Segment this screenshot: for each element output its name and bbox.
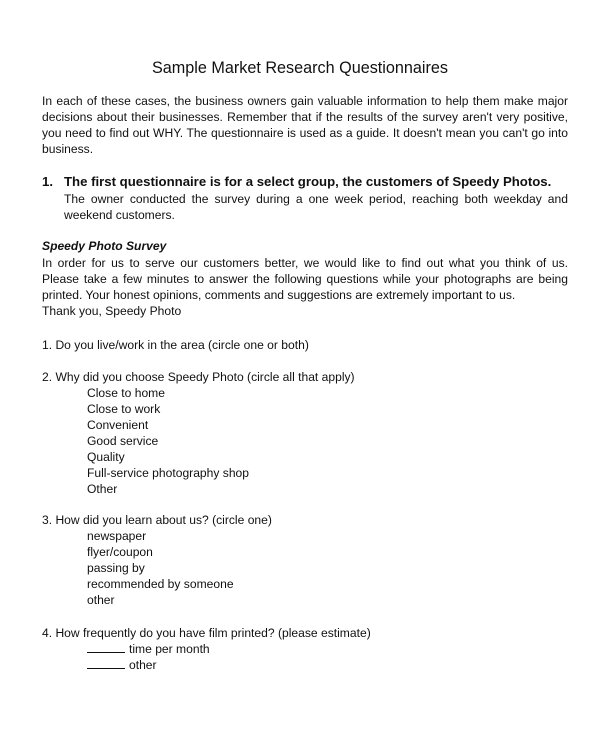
section-1-number: 1. xyxy=(42,174,53,189)
option-other xyxy=(87,657,210,673)
question-4-options xyxy=(87,641,210,673)
question-2: 2. Why did you choose Speedy Photo (circle all that apply) xyxy=(42,370,355,384)
option-close-to-home: Close to home xyxy=(87,386,165,400)
option-other: Other xyxy=(87,482,118,496)
intro-line: business. xyxy=(42,142,94,156)
survey-title: Speedy Photo Survey xyxy=(42,239,167,253)
option-label: other xyxy=(129,658,157,672)
question-3-options xyxy=(87,528,234,608)
section-1-body-line: The owner conducted the survey during a one week period, reaching both weekday and xyxy=(64,192,568,206)
option-quality: Quality xyxy=(87,450,125,464)
answer-blank-line[interactable] xyxy=(87,641,125,653)
section-1-body xyxy=(64,191,568,223)
option-convenient: Convenient xyxy=(87,418,149,432)
survey-intro-line: In order for us to serve our customers better, we would like to find out what you think of us. xyxy=(42,256,568,270)
question-4: 4. How frequently do you have film printed? (please estimate) xyxy=(42,626,371,640)
question-2-options xyxy=(87,385,249,497)
option-label: time per month xyxy=(129,642,210,656)
option-close-to-work: Close to work xyxy=(87,402,161,416)
survey-intro-line: Please take a few minutes to answer the following questions while your photographs are being xyxy=(42,272,568,286)
question-3: 3. How did you learn about us? (circle one) xyxy=(42,513,272,527)
section-1-body-line: weekend customers. xyxy=(64,208,175,222)
option-time-per-month xyxy=(87,641,210,657)
document-title: Sample Market Research Questionnaires xyxy=(151,59,448,77)
survey-intro-line: Thank you, Speedy Photo xyxy=(42,304,182,318)
option-other: other xyxy=(87,593,115,607)
option-good-service: Good service xyxy=(87,434,159,448)
section-1-heading xyxy=(42,173,568,191)
option-newspaper: newspaper xyxy=(87,529,147,543)
intro-line: you need to find out WHY. The questionnaire is used as a guide. It doesn't mean you can't go into xyxy=(42,126,568,140)
question-1: 1. Do you live/work in the area (circle one or both) xyxy=(42,338,309,352)
option-full-service-shop: Full-service photography shop xyxy=(87,466,250,480)
option-recommended: recommended by someone xyxy=(87,577,234,591)
section-1-heading-text: The first questionnaire is for a select group, the customers of Speedy Photos. xyxy=(64,174,552,189)
option-passing-by: passing by xyxy=(87,561,145,575)
survey-intro-line: printed. Your honest opinions, comments and suggestions are extremely important to us. xyxy=(42,288,516,302)
survey-intro xyxy=(42,255,568,319)
answer-blank-line[interactable] xyxy=(87,657,125,669)
intro-line: In each of these cases, the business owners gain valuable information to help them make major xyxy=(42,94,568,108)
intro-paragraph xyxy=(42,93,568,157)
intro-line: decisions about their businesses. Remember that if the results of the survey aren't very positive, xyxy=(42,110,568,124)
option-flyer-coupon: flyer/coupon xyxy=(87,545,153,559)
